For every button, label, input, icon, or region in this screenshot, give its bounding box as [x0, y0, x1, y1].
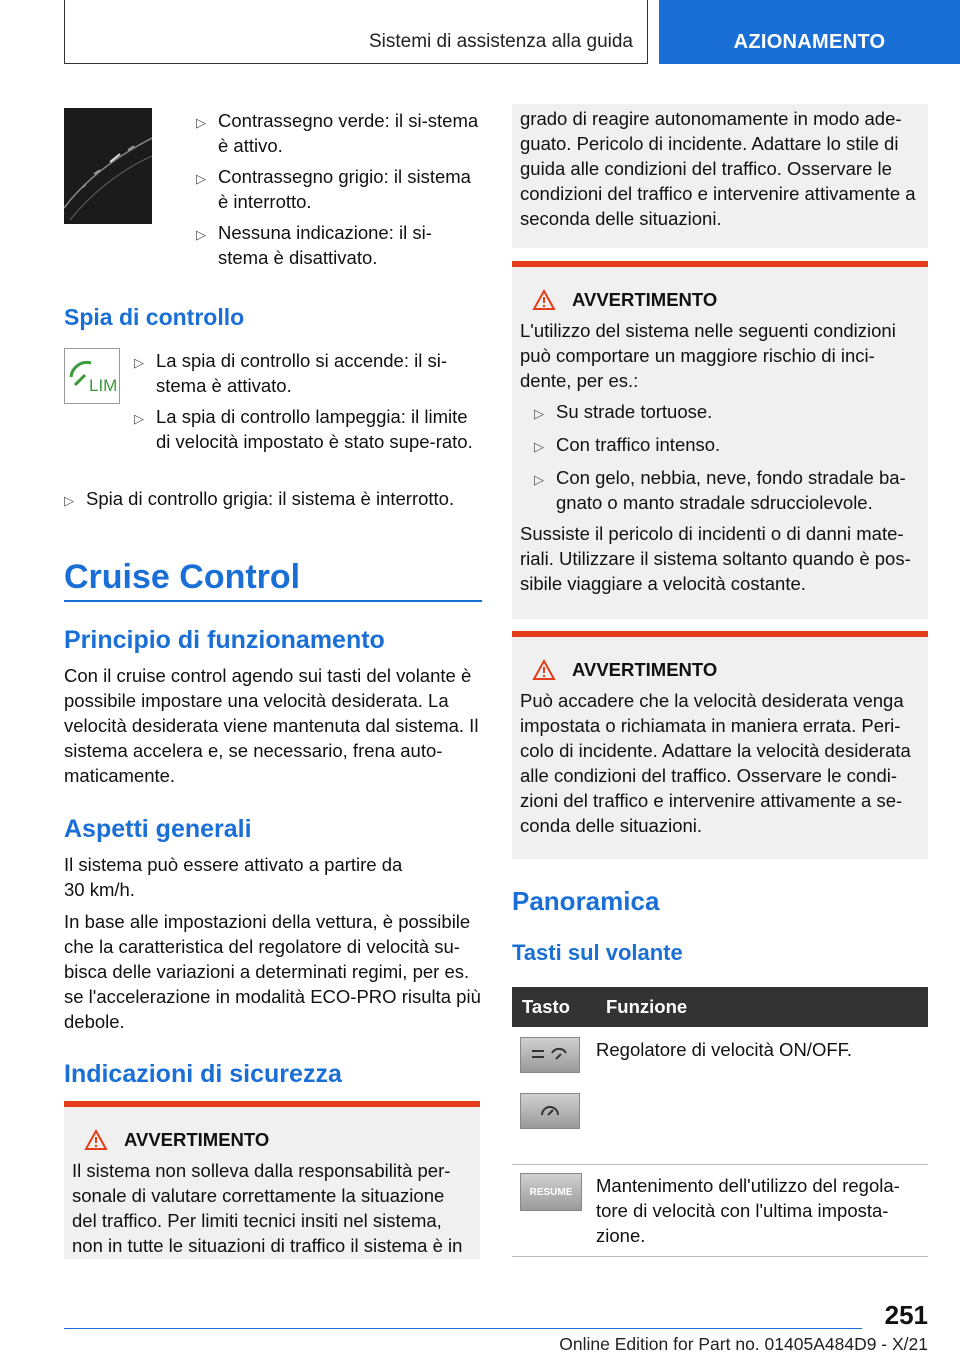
function-cell: Regolatore di velocità ON/OFF.	[596, 1039, 853, 1060]
function-cell: Mantenimento dell'utilizzo del regola-tore di velocità con l'ultima imposta-zione.	[596, 1175, 900, 1246]
bullet-triangle-icon: ▷	[134, 355, 144, 370]
list-item: ▷ Su strade tortuose.	[534, 399, 920, 426]
table-header	[512, 987, 928, 1027]
spia-heading: Spia di controllo	[64, 304, 245, 330]
lim-indicator-icon	[64, 348, 120, 404]
list-item: ▷ Con traffico intenso.	[534, 432, 920, 459]
footer-edition: Online Edition for Part no. 01405A484D9 - X/21	[559, 1334, 928, 1354]
spia-list	[134, 348, 482, 460]
list-item: ▷ Contrassegno grigio: il sistema è interrotto.	[196, 166, 471, 212]
warning-title: AVVERTIMENTO	[124, 1129, 270, 1150]
aspetti-p1: Il sistema può essere attivato a partire da 30 km/h.	[64, 854, 403, 900]
warning-icon	[532, 289, 556, 311]
panoramica-heading: Panoramica	[512, 886, 660, 916]
resume-key	[520, 1173, 582, 1211]
warning-box-2	[512, 261, 928, 619]
bullet-triangle-icon: ▷	[134, 411, 144, 426]
bullet-triangle-icon: ▷	[534, 439, 544, 454]
spia-list-full	[64, 486, 482, 519]
warning-intro: L'utilizzo del sistema nelle seguenti condizioni può comportare un maggiore rischio di inci-dente, per es.:	[520, 320, 896, 391]
warning-box-1-continued	[512, 104, 928, 248]
title-divider	[64, 600, 482, 602]
list-item: ▷ Con gelo, nebbia, neve, fondo stradale ba-gnato o manto stradale sdrucciolevole.	[534, 467, 906, 513]
principio-heading: Principio di funzionamento	[64, 626, 385, 654]
bullet-triangle-icon: ▷	[196, 171, 206, 186]
cruise-on-off-key	[520, 1037, 580, 1073]
keys-table	[512, 987, 928, 1257]
status-list	[196, 108, 482, 276]
bullet-triangle-icon: ▷	[534, 406, 544, 421]
cruise-control-icon	[530, 1043, 570, 1067]
principio-text: Con il cruise control agendo sui tasti del volante è possibile impostare una velocità desiderata. La velocità desiderata viene mantenuta dal sistema. Il sistema accelera e, se necessario, frena auto-maticamente.	[64, 665, 479, 786]
list-item: ▷ La spia di controllo lampeggia: il limite di velocità impostato è stato supe-rato.	[134, 406, 473, 452]
warning-text: Il sistema non solleva dalla responsabilità per-sonale di valutare correttamente la situazione del traffico. Per limiti tecnici insiti nel sistema, non in tutte le situazioni di traffico il sistema è in	[72, 1160, 463, 1256]
lim-label: LIM	[89, 376, 118, 395]
warning-box-1	[64, 1101, 480, 1259]
warning-list	[520, 399, 920, 515]
col-header-function: Funzione	[606, 996, 688, 1017]
footer-divider	[64, 1328, 862, 1329]
table-row	[512, 1165, 928, 1257]
list-item: ▷ Nessuna indicazione: il si-stema è disattivato.	[196, 222, 432, 268]
col-header-key: Tasto	[522, 996, 570, 1017]
tasti-heading: Tasti sul volante	[512, 940, 683, 965]
page-number: 251	[884, 1300, 928, 1330]
cruise-toggle-key	[520, 1093, 580, 1129]
list-item: ▷ Contrassegno verde: il si-stema è attivo.	[196, 110, 479, 156]
speedometer-icon	[538, 1101, 562, 1121]
header-chapter-tab[interactable]: AZIONAMENTO	[659, 0, 960, 64]
warning-icon	[84, 1129, 108, 1151]
list-item: ▷ La spia di controllo si accende: il si-stema è attivato.	[134, 350, 448, 396]
aspetti-p2: In base alle impostazioni della vettura, è possibile che la caratteristica del regolatore di velocità su-bisca delle variazioni a determinati regimi, per es. se l'accelerazione in modalità ECO-PRO risulta più debole.	[64, 911, 481, 1032]
bullet-triangle-icon: ▷	[64, 493, 74, 508]
table-row	[512, 1027, 928, 1165]
header-section: Sistemi di assistenza alla guida	[64, 0, 648, 64]
warning-title: AVVERTIMENTO	[572, 659, 718, 680]
bullet-triangle-icon: ▷	[196, 227, 206, 242]
bullet-triangle-icon: ▷	[196, 115, 206, 130]
bullet-triangle-icon: ▷	[534, 472, 544, 487]
warning-text-continued: grado di reagire autonomamente in modo ade-guato. Pericolo di incidente. Adattare lo stile di guida alle condizioni del traffico. Osservare le condizioni del traffico e intervenire attivamente a seconda delle situazioni.	[520, 108, 916, 229]
warning-text: Può accadere che la velocità desiderata venga impostata o richiamata in maniera errata. Peri-colo di incidente. Adattare la velocità desiderata alle condizioni del traffico. Osservare le condi-zioni del traffico e intervenire attivamente a se-conda delle situazioni.	[520, 690, 911, 836]
warning-title: AVVERTIMENTO	[572, 289, 718, 310]
list-item: ▷ Spia di controllo grigia: il sistema è interrotto.	[64, 486, 482, 513]
warning-box-3	[512, 631, 928, 859]
warning-outro: Sussiste il pericolo di incidenti o di danni mate-riali. Utilizzare il sistema soltanto quando è pos-sibile viaggiare a velocità costante.	[520, 523, 911, 594]
warning-icon	[532, 659, 556, 681]
sicurezza-heading: Indicazioni di sicurezza	[64, 1060, 342, 1088]
resume-key-label: RESUME	[529, 1186, 573, 1198]
aspetti-heading: Aspetti generali	[64, 815, 252, 843]
cruise-control-title: Cruise Control	[64, 558, 301, 596]
gauge-image	[64, 108, 152, 224]
